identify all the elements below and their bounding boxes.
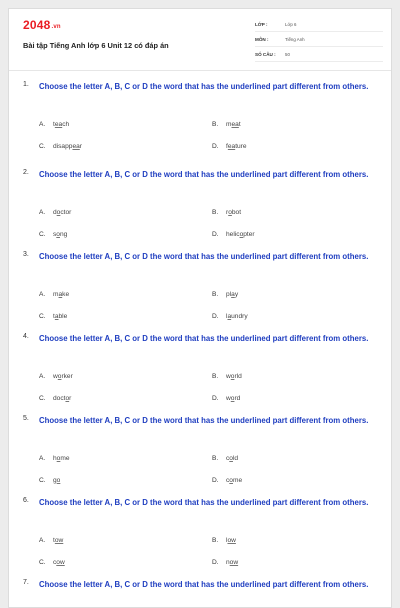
- answer-option[interactable]: [39, 559, 65, 566]
- option-word: [226, 395, 240, 402]
- meta-label: LỚP :: [255, 21, 268, 27]
- option-underlined-part: o: [56, 477, 61, 484]
- option-word-end: undry: [231, 313, 248, 320]
- option-word-start: m: [226, 121, 232, 128]
- question-text: Choose the letter A, B, C or D the word that has the underlined part different from others.: [39, 498, 369, 507]
- answer-option[interactable]: [212, 395, 240, 402]
- option-word: [53, 291, 69, 298]
- option-word-end: ctor: [60, 209, 72, 216]
- option-word: [226, 231, 255, 238]
- document-title: Bài tập Tiếng Anh lớp 6 Unit 12 có đáp án: [23, 41, 169, 50]
- option-letter: B.: [212, 291, 219, 298]
- option-word-end: ng: [59, 231, 68, 238]
- option-letter: C.: [39, 231, 46, 238]
- option-underlined-part: o: [230, 373, 235, 380]
- option-word-end: ble: [58, 313, 68, 320]
- option-word: [226, 291, 238, 298]
- option-letter: A.: [39, 209, 46, 216]
- option-letter: B.: [212, 455, 219, 462]
- meta-row-grade: [255, 17, 383, 32]
- option-word-end: pter: [243, 231, 255, 238]
- question-number: 4.: [23, 333, 29, 340]
- option-underlined-part: ea: [227, 143, 236, 150]
- meta-label: SỐ CÂU :: [255, 51, 276, 57]
- option-letter: B.: [212, 537, 219, 544]
- option-underlined-part: o: [65, 395, 70, 402]
- option-underlined-part: o: [229, 455, 233, 462]
- answer-option[interactable]: [212, 231, 255, 238]
- question-text: Choose the letter A, B, C or D the word that has the underlined part different from others.: [39, 416, 369, 425]
- option-word-end: ture: [235, 143, 247, 150]
- option-word-start: l: [226, 537, 228, 544]
- option-letter: A.: [39, 455, 46, 462]
- option-word: [53, 559, 65, 566]
- answer-option[interactable]: [212, 291, 238, 298]
- meta-value: Tiếng Anh: [285, 36, 305, 42]
- option-word-end: ke: [62, 291, 70, 298]
- option-word-start: w: [53, 373, 58, 380]
- option-word-start: d: [53, 209, 57, 216]
- answer-option[interactable]: [39, 373, 73, 380]
- meta-row-count: [255, 47, 383, 62]
- option-underlined-part: ea: [231, 121, 239, 128]
- option-word: [226, 143, 247, 150]
- option-word-end: me: [232, 477, 243, 484]
- question-number: 2.: [23, 169, 29, 176]
- option-letter: D.: [212, 477, 219, 484]
- worksheet-page: [8, 8, 392, 608]
- option-word-start: f: [226, 143, 228, 150]
- option-word-start: m: [53, 291, 59, 298]
- question-text: Choose the letter A, B, C or D the word that has the underlined part different from others.: [39, 170, 369, 179]
- answer-option[interactable]: [212, 313, 248, 320]
- answer-option[interactable]: [212, 537, 236, 544]
- option-word-start: helic: [226, 231, 240, 238]
- option-letter: D.: [212, 313, 219, 320]
- question-number: 7.: [23, 579, 29, 586]
- option-word-start: t: [53, 313, 55, 320]
- question-text: Choose the letter A, B, C or D the word that has the underlined part different from others.: [39, 580, 369, 589]
- option-underlined-part: ow: [229, 559, 239, 566]
- option-underlined-part: ow: [227, 537, 236, 544]
- option-word-end: bot: [231, 209, 242, 216]
- option-letter: B.: [212, 121, 219, 128]
- option-underlined-part: ea: [72, 143, 80, 150]
- answer-option[interactable]: [212, 143, 247, 150]
- question-text: Choose the letter A, B, C or D the word that has the underlined part different from others.: [39, 82, 369, 91]
- option-word-start: c: [53, 559, 57, 566]
- answer-option[interactable]: [212, 121, 241, 128]
- option-letter: D.: [212, 395, 219, 402]
- option-word: [53, 537, 63, 544]
- option-underlined-part: ow: [56, 559, 65, 566]
- option-letter: B.: [212, 373, 219, 380]
- meta-value: Lớp 6: [285, 21, 297, 27]
- question-text: Choose the letter A, B, C or D the word that has the underlined part different from others.: [39, 334, 369, 343]
- option-underlined-part: ea: [54, 121, 63, 128]
- option-word-end: r: [69, 395, 72, 402]
- option-word-start: s: [53, 231, 57, 238]
- answer-option[interactable]: [212, 559, 238, 566]
- option-word-start: t: [53, 121, 55, 128]
- question-number: 1.: [23, 81, 29, 88]
- option-word-start: pl: [226, 291, 232, 298]
- answer-option[interactable]: [39, 395, 71, 402]
- question-text: Choose the letter A, B, C or D the word that has the underlined part different from others.: [39, 252, 369, 261]
- option-underlined-part: a: [227, 313, 232, 320]
- option-word-start: t: [53, 537, 55, 544]
- answer-option[interactable]: [39, 231, 67, 238]
- question-number: 3.: [23, 251, 29, 258]
- option-word: [226, 455, 238, 462]
- answer-option[interactable]: [212, 455, 238, 462]
- option-word-start: w: [226, 373, 231, 380]
- option-underlined-part: a: [231, 291, 235, 298]
- option-word: [226, 313, 248, 320]
- option-word-start: n: [226, 559, 230, 566]
- option-letter: D.: [212, 559, 219, 566]
- option-word: [226, 121, 241, 128]
- option-word-end: rker: [61, 373, 73, 380]
- meta-row-subject: [255, 32, 383, 47]
- option-word-end: rd: [234, 395, 241, 402]
- option-word: [226, 373, 242, 380]
- option-word-start: doct: [53, 395, 66, 402]
- option-underlined-part: o: [229, 477, 233, 484]
- option-word: [226, 537, 236, 544]
- option-word-end: r: [79, 143, 82, 150]
- option-word: [226, 477, 242, 484]
- option-word-start: h: [53, 455, 57, 462]
- option-underlined-part: o: [239, 231, 244, 238]
- option-letter: A.: [39, 373, 46, 380]
- option-letter: B.: [212, 209, 219, 216]
- option-letter: C.: [39, 143, 46, 150]
- option-word-end: rld: [234, 373, 242, 380]
- option-letter: C.: [39, 395, 46, 402]
- option-letter: A.: [39, 291, 46, 298]
- answer-option[interactable]: [39, 291, 69, 298]
- option-underlined-part: o: [230, 395, 235, 402]
- option-word-end: y: [234, 291, 239, 298]
- meta-value: 50: [285, 51, 290, 57]
- site-logo[interactable]: 2048.vn: [23, 18, 61, 32]
- option-letter: C.: [39, 559, 46, 566]
- option-underlined-part: o: [56, 231, 60, 238]
- option-underlined-part: o: [57, 373, 62, 380]
- option-word-start: l: [226, 313, 228, 320]
- option-word: [53, 373, 73, 380]
- option-letter: D.: [212, 143, 219, 150]
- option-word-end: ld: [232, 455, 239, 462]
- option-word: [53, 313, 67, 320]
- option-underlined-part: o: [56, 455, 61, 462]
- option-letter: C.: [39, 477, 46, 484]
- option-word: [53, 395, 71, 402]
- option-word-start: g: [53, 477, 57, 484]
- answer-option[interactable]: [39, 455, 70, 462]
- answer-option[interactable]: [212, 209, 241, 216]
- option-word: [53, 231, 67, 238]
- option-word-start: c: [226, 477, 230, 484]
- answer-option[interactable]: [39, 121, 69, 128]
- option-underlined-part: o: [56, 209, 61, 216]
- question-number: 6.: [23, 497, 29, 504]
- answer-option[interactable]: [39, 477, 60, 484]
- option-letter: D.: [212, 231, 219, 238]
- answer-option[interactable]: [212, 373, 242, 380]
- option-underlined-part: a: [58, 291, 63, 298]
- option-word-end: t: [238, 121, 241, 128]
- option-word: [53, 209, 71, 216]
- option-word-end: ch: [62, 121, 70, 128]
- answer-option[interactable]: [39, 209, 71, 216]
- answer-option[interactable]: [39, 313, 67, 320]
- meta-label: MÔN :: [255, 36, 269, 42]
- option-word: [53, 121, 69, 128]
- option-letter: A.: [39, 537, 46, 544]
- option-word: [53, 143, 82, 150]
- option-word: [226, 559, 238, 566]
- option-underlined-part: a: [54, 313, 59, 320]
- option-word: [53, 477, 60, 484]
- option-letter: C.: [39, 313, 46, 320]
- option-word-start: c: [226, 455, 230, 462]
- worksheet-header: [9, 9, 391, 71]
- option-word-start: w: [226, 395, 231, 402]
- answer-option[interactable]: [39, 537, 63, 544]
- option-word-end: me: [60, 455, 70, 462]
- meta-table: [255, 17, 383, 62]
- option-underlined-part: ow: [54, 537, 64, 544]
- option-word: [226, 209, 241, 216]
- option-word-start: disapp: [53, 143, 73, 150]
- option-word-start: r: [226, 209, 229, 216]
- option-letter: A.: [39, 121, 46, 128]
- question-number: 5.: [23, 415, 29, 422]
- option-underlined-part: o: [228, 209, 232, 216]
- option-word: [53, 455, 70, 462]
- answer-option[interactable]: [39, 143, 82, 150]
- answer-option[interactable]: [212, 477, 242, 484]
